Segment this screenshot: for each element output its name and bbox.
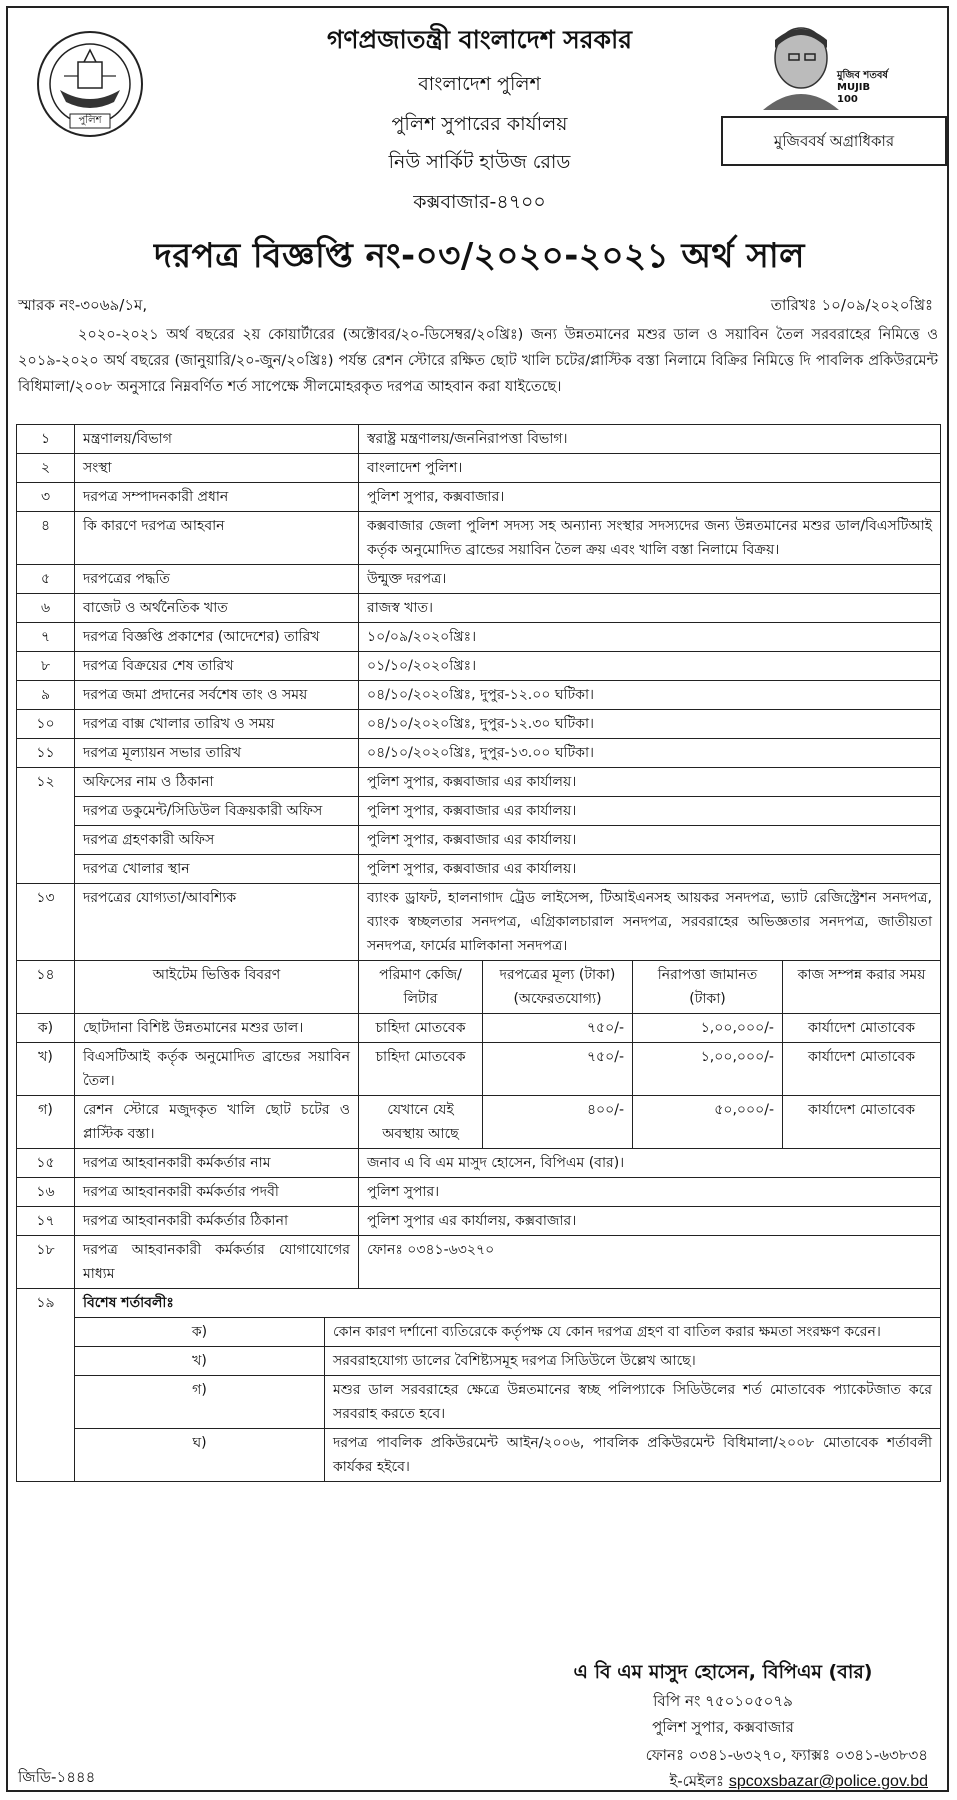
email-label: ই-মেইলঃ bbox=[669, 1772, 725, 1790]
completion-time-header: কাজ সম্পন্ন করার সময় bbox=[783, 961, 941, 1014]
table-row bbox=[17, 1149, 941, 1178]
row-value: পুলিশ সুপার, কক্সবাজার এর কার্যালয়। bbox=[359, 855, 941, 884]
row-value: ০৪/১০/২০২০খ্রিঃ, দুপুর-১৩.০০ ঘটিকা। bbox=[359, 739, 941, 768]
item-mark: গ) bbox=[17, 1096, 75, 1149]
table-row bbox=[17, 454, 941, 483]
row-label: দরপত্র বিক্রয়ের শেষ তারিখ bbox=[75, 652, 359, 681]
table-row bbox=[17, 710, 941, 739]
table-row bbox=[17, 1178, 941, 1207]
signatory-email-line bbox=[528, 1770, 928, 1795]
table-row bbox=[17, 652, 941, 681]
row-number: ৩ bbox=[17, 483, 75, 512]
tender-price-header: দরপত্রের মূল্য (টাকা) (অফেরতযোগ্য) bbox=[483, 961, 633, 1014]
table-row bbox=[17, 1096, 941, 1149]
table-row bbox=[17, 1289, 941, 1318]
row-value: ১০/০৯/২০২০খ্রিঃ। bbox=[359, 623, 941, 652]
row-value: জনাব এ বি এম মাসুদ হোসেন, বিপিএম (বার)। bbox=[359, 1149, 941, 1178]
government-name: গণপ্রজাতন্ত্রী বাংলাদেশ সরকার bbox=[327, 25, 632, 54]
condition-mark: ঘ) bbox=[75, 1429, 325, 1482]
row-label: দরপত্র বাক্স খোলার তারিখ ও সময় bbox=[75, 710, 359, 739]
item-price: ৭৫০/- bbox=[483, 1014, 633, 1043]
row-value: উন্মুক্ত দরপত্র। bbox=[359, 565, 941, 594]
row-label: দরপত্র ডকুমেন্ট/সিডিউল বিক্রয়কারী অফিস bbox=[75, 797, 359, 826]
special-conditions-title: বিশেষ শর্তাবলীঃ bbox=[75, 1289, 941, 1318]
row-value: ব্যাংক ড্রাফট, হালনাগাদ ট্রেড লাইসেন্স, টিআইএনসহ আয়কর সনদপত্র, ভ্যাট রেজিস্ট্রেশন সনদপত্র, ব্যাংক স্বচ্ছলতার সনদপত্র, এগ্রিকালচারাল সনদপত্র, সরবরাহের অভিজ্ঞতার সনদপত্র, জাতীয়তা সনদপত্র, ফার্মের মালিকানা সনদপত্র। bbox=[359, 884, 941, 961]
condition-mark: ক) bbox=[75, 1318, 325, 1347]
row-number: ৪ bbox=[17, 512, 75, 565]
row-value: পুলিশ সুপার, কক্সবাজার এর কার্যালয়। bbox=[359, 797, 941, 826]
row-number: ১৩ bbox=[17, 884, 75, 961]
table-row bbox=[17, 1043, 941, 1096]
row-value: ০১/১০/২০২০খ্রিঃ। bbox=[359, 652, 941, 681]
row-label: দরপত্রের যোগ্যতা/আবশ্যিক bbox=[75, 884, 359, 961]
signatory-name: এ বি এম মাসুদ হোসেন, বিপিএম (বার) bbox=[573, 1661, 873, 1683]
row-value: পুলিশ সুপার, কক্সবাজার এর কার্যালয়। bbox=[359, 826, 941, 855]
row-label: দরপত্রের পদ্ধতি bbox=[75, 565, 359, 594]
condition-mark: গ) bbox=[75, 1376, 325, 1429]
row-value: পুলিশ সুপার, কক্সবাজার। bbox=[359, 483, 941, 512]
mujib-100-text: মুজিব শতবর্ষ MUJIB 100 bbox=[837, 70, 888, 105]
signatory-phone: ফোনঃ ০৩৪১-৬৩২৭০, ফ্যাক্সঃ ০৩৪১-৬৩৮৩৪ bbox=[645, 1746, 928, 1764]
item-security: ১,০০,০০০/- bbox=[633, 1043, 783, 1096]
row-number: ৮ bbox=[17, 652, 75, 681]
table-row bbox=[17, 681, 941, 710]
priority-box: মুজিববর্ষ অগ্রাধিকার bbox=[721, 116, 947, 166]
email-link[interactable]: spcoxsbazar@police.gov.bd bbox=[728, 1773, 928, 1790]
table-row bbox=[17, 623, 941, 652]
department-name: বাংলাদেশ পুলিশ bbox=[418, 73, 541, 95]
table-row bbox=[17, 483, 941, 512]
condition-mark: খ) bbox=[75, 1347, 325, 1376]
item-time: কার্যাদেশ মোতাবেক bbox=[783, 1096, 941, 1149]
item-description: বিএসটিআই কর্তৃক অনুমোদিত ব্রান্ডের সয়াবিন তৈল। bbox=[75, 1043, 359, 1096]
row-value: ০৪/১০/২০২০খ্রিঃ, দুপুর-১২.৩০ ঘটিকা। bbox=[359, 710, 941, 739]
item-mark: খ) bbox=[17, 1043, 75, 1096]
item-security: ১,০০,০০০/- bbox=[633, 1014, 783, 1043]
table-row bbox=[17, 961, 941, 1014]
table-row bbox=[17, 512, 941, 565]
row-number: ৭ bbox=[17, 623, 75, 652]
row-number: ১৫ bbox=[17, 1149, 75, 1178]
table-row bbox=[17, 768, 941, 797]
row-number: ১৭ bbox=[17, 1207, 75, 1236]
item-mark: ক) bbox=[17, 1014, 75, 1043]
row-value: পুলিশ সুপার এর কার্যালয়, কক্সবাজার। bbox=[359, 1207, 941, 1236]
row-label: দরপত্র আহবানকারী কর্মকর্তার যোগাযোগের মাধ্যম bbox=[75, 1236, 359, 1289]
signatory-designation: পুলিশ সুপার, কক্সবাজার bbox=[652, 1718, 794, 1736]
table-row bbox=[17, 1347, 941, 1376]
condition-text: মশুর ডাল সরবরাহের ক্ষেত্রে উন্নতমানের স্বচ্ছ পলিপ্যাকে সিডিউলের শর্ত মোতাবেক প্যাকেটজাত করে সরবরাহ করতে হবে। bbox=[325, 1376, 941, 1429]
row-number: ২ bbox=[17, 454, 75, 483]
notice-date: তারিখঃ ১০/০৯/২০২০খ্রিঃ bbox=[770, 296, 933, 314]
row-value: বাংলাদেশ পুলিশ। bbox=[359, 454, 941, 483]
condition-text: দরপত্র পাবলিক প্রকিউরমেন্ট আইন/২০০৬, পাবলিক প্রকিউরমেন্ট বিধিমালা/২০০৮ মোতাবেক শর্তাবলী কার্যকর হইবে। bbox=[325, 1429, 941, 1482]
row-number: ১৮ bbox=[17, 1236, 75, 1289]
item-price: ৪০০/- bbox=[483, 1096, 633, 1149]
table-row bbox=[17, 1236, 941, 1289]
quantity-header: পরিমাণ কেজি/লিটার bbox=[359, 961, 483, 1014]
table-row bbox=[17, 797, 941, 826]
tender-notice-page bbox=[6, 6, 949, 1792]
table-row bbox=[17, 1318, 941, 1347]
signatory-bp-number: বিপি নং ৭৫০১০৫০৭৯ bbox=[653, 1692, 793, 1710]
row-label: বাজেট ও অর্থনৈতিক খাত bbox=[75, 594, 359, 623]
table-row bbox=[17, 565, 941, 594]
row-value: রাজস্ব খাত। bbox=[359, 594, 941, 623]
row-number: ১৯ bbox=[17, 1289, 75, 1482]
row-value: ০৪/১০/২০২০খ্রিঃ, দুপুর-১২.০০ ঘটিকা। bbox=[359, 681, 941, 710]
row-label: মন্ত্রণালয়/বিভাগ bbox=[75, 425, 359, 454]
item-security: ৫০,০০০/- bbox=[633, 1096, 783, 1149]
row-label: দরপত্র আহবানকারী কর্মকর্তার ঠিকানা bbox=[75, 1207, 359, 1236]
row-value: স্বরাষ্ট্র মন্ত্রণালয়/জননিরাপত্তা বিভাগ। bbox=[359, 425, 941, 454]
office-name: পুলিশ সুপারের কার্যালয় bbox=[391, 113, 568, 135]
row-number: ১১ bbox=[17, 739, 75, 768]
security-deposit-header: নিরাপত্তা জামানত (টাকা) bbox=[633, 961, 783, 1014]
memo-number: স্মারক নং-৩০৬৯/১ম, bbox=[18, 296, 148, 314]
row-label: কি কারণে দরপত্র আহবান bbox=[75, 512, 359, 565]
item-time: কার্যাদেশ মোতাবেক bbox=[783, 1043, 941, 1096]
row-number: ১২ bbox=[17, 768, 75, 884]
intro-paragraph: ২০২০-২০২১ অর্থ বছরের ২য় কোয়ার্টারের (অক্টোবর/২০-ডিসেম্বর/২০খ্রিঃ) জন্য উন্নতমানের মশুর ডাল ও সয়াবিন তৈল সরবরাহের নিমিত্তে ও ২০১৯-২০২০ অর্থ বছরের (জানুয়ারি/২০-জুন/২০খ্রিঃ) পর্যন্ত রেশন স্টোরে রক্ষিত ছোট খালি চটের/প্লাস্টিক বস্তা নিলামে বিক্রির নিমিত্তে দি পাবলিক প্রকিউরমেন্ট বিধিমালা/২০০৮ অনুসারে নিম্নবর্ণিত শর্ত সাপেক্ষে সীলমোহরকৃত দরপত্র আহবান করা যাইতেছে। bbox=[18, 327, 938, 395]
row-label: সংস্থা bbox=[75, 454, 359, 483]
row-label: দরপত্র আহবানকারী কর্মকর্তার পদবী bbox=[75, 1178, 359, 1207]
item-quantity: যেখানে যেই অবস্থায় আছে bbox=[359, 1096, 483, 1149]
item-quantity: চাহিদা মোতবেক bbox=[359, 1043, 483, 1096]
row-number: ৫ bbox=[17, 565, 75, 594]
office-road: নিউ সার্কিট হাউজ রোড bbox=[388, 151, 571, 173]
gd-number: জিডি-১৪৪৪ bbox=[18, 1768, 96, 1786]
row-label: দরপত্র আহবানকারী কর্মকর্তার নাম bbox=[75, 1149, 359, 1178]
table-row bbox=[17, 594, 941, 623]
table-row bbox=[17, 1014, 941, 1043]
row-label: দরপত্র মূল্যায়ন সভার তারিখ bbox=[75, 739, 359, 768]
table-row bbox=[17, 425, 941, 454]
table-row bbox=[17, 884, 941, 961]
table-row bbox=[17, 1207, 941, 1236]
item-quantity: চাহিদা মোতবেক bbox=[359, 1014, 483, 1043]
row-label: অফিসের নাম ও ঠিকানা bbox=[75, 768, 359, 797]
table-row bbox=[17, 855, 941, 884]
row-label: দরপত্র খোলার স্থান bbox=[75, 855, 359, 884]
row-number: ১৪ bbox=[17, 961, 75, 1014]
row-value: পুলিশ সুপার, কক্সবাজার এর কার্যালয়। bbox=[359, 768, 941, 797]
row-label: দরপত্র জমা প্রদানের সর্বশেষ তাং ও সময় bbox=[75, 681, 359, 710]
office-city: কক্সবাজার-৪৭০০ bbox=[413, 191, 546, 213]
row-number: ১০ bbox=[17, 710, 75, 739]
row-number: ১ bbox=[17, 425, 75, 454]
tender-details-table bbox=[16, 424, 941, 1482]
row-number: ১৬ bbox=[17, 1178, 75, 1207]
row-label: দরপত্র বিজ্ঞপ্তি প্রকাশের (আদেশের) তারিখ bbox=[75, 623, 359, 652]
emblem-label: পুলিশ bbox=[78, 115, 102, 126]
row-value: ফোনঃ ০৩৪১-৬৩২৭০ bbox=[359, 1236, 941, 1289]
table-row bbox=[17, 1376, 941, 1429]
item-description: রেশন স্টোরে মজুদকৃত খালি ছোট চটের ও প্লাস্টিক বস্তা। bbox=[75, 1096, 359, 1149]
item-description-header: আইটেম ভিত্তিক বিবরণ bbox=[75, 961, 359, 1014]
condition-text: কোন কারণ দর্শানো ব্যতিরেকে কর্তৃপক্ষ যে কোন দরপত্র গ্রহণ বা বাতিল করার ক্ষমতা সংরক্ষণ করেন। bbox=[325, 1318, 941, 1347]
item-description: ছোটদানা বিশিষ্ট উন্নতমানের মশুর ডাল। bbox=[75, 1014, 359, 1043]
table-row bbox=[17, 826, 941, 855]
row-value: কক্সবাজার জেলা পুলিশ সদস্য সহ অন্যান্য সংস্থার সদস্যদের জন্য উন্নতমানের মশুর ডাল/বিএসটিআই কর্তৃক অনুমোদিত ব্রান্ডের সয়াবিন তৈল ক্রয় এবং খালি বস্তা নিলামে বিক্রয়। bbox=[359, 512, 941, 565]
row-number: ৬ bbox=[17, 594, 75, 623]
row-value: পুলিশ সুপার। bbox=[359, 1178, 941, 1207]
condition-text: সরবরাহযোগ্য ডালের বৈশিষ্ট্যসমূহ দরপত্র সিডিউলে উল্লেখ আছে। bbox=[325, 1347, 941, 1376]
item-price: ৭৫০/- bbox=[483, 1043, 633, 1096]
item-time: কার্যাদেশ মোতাবেক bbox=[783, 1014, 941, 1043]
row-number: ৯ bbox=[17, 681, 75, 710]
row-label: দরপত্র গ্রহণকারী অফিস bbox=[75, 826, 359, 855]
table-row bbox=[17, 1429, 941, 1482]
notice-title: দরপত্র বিজ্ঞপ্তি নং-০৩/২০২০-২০২১ অর্থ সাল bbox=[153, 236, 806, 276]
table-row bbox=[17, 739, 941, 768]
row-label: দরপত্র সম্পাদনকারী প্রধান bbox=[75, 483, 359, 512]
